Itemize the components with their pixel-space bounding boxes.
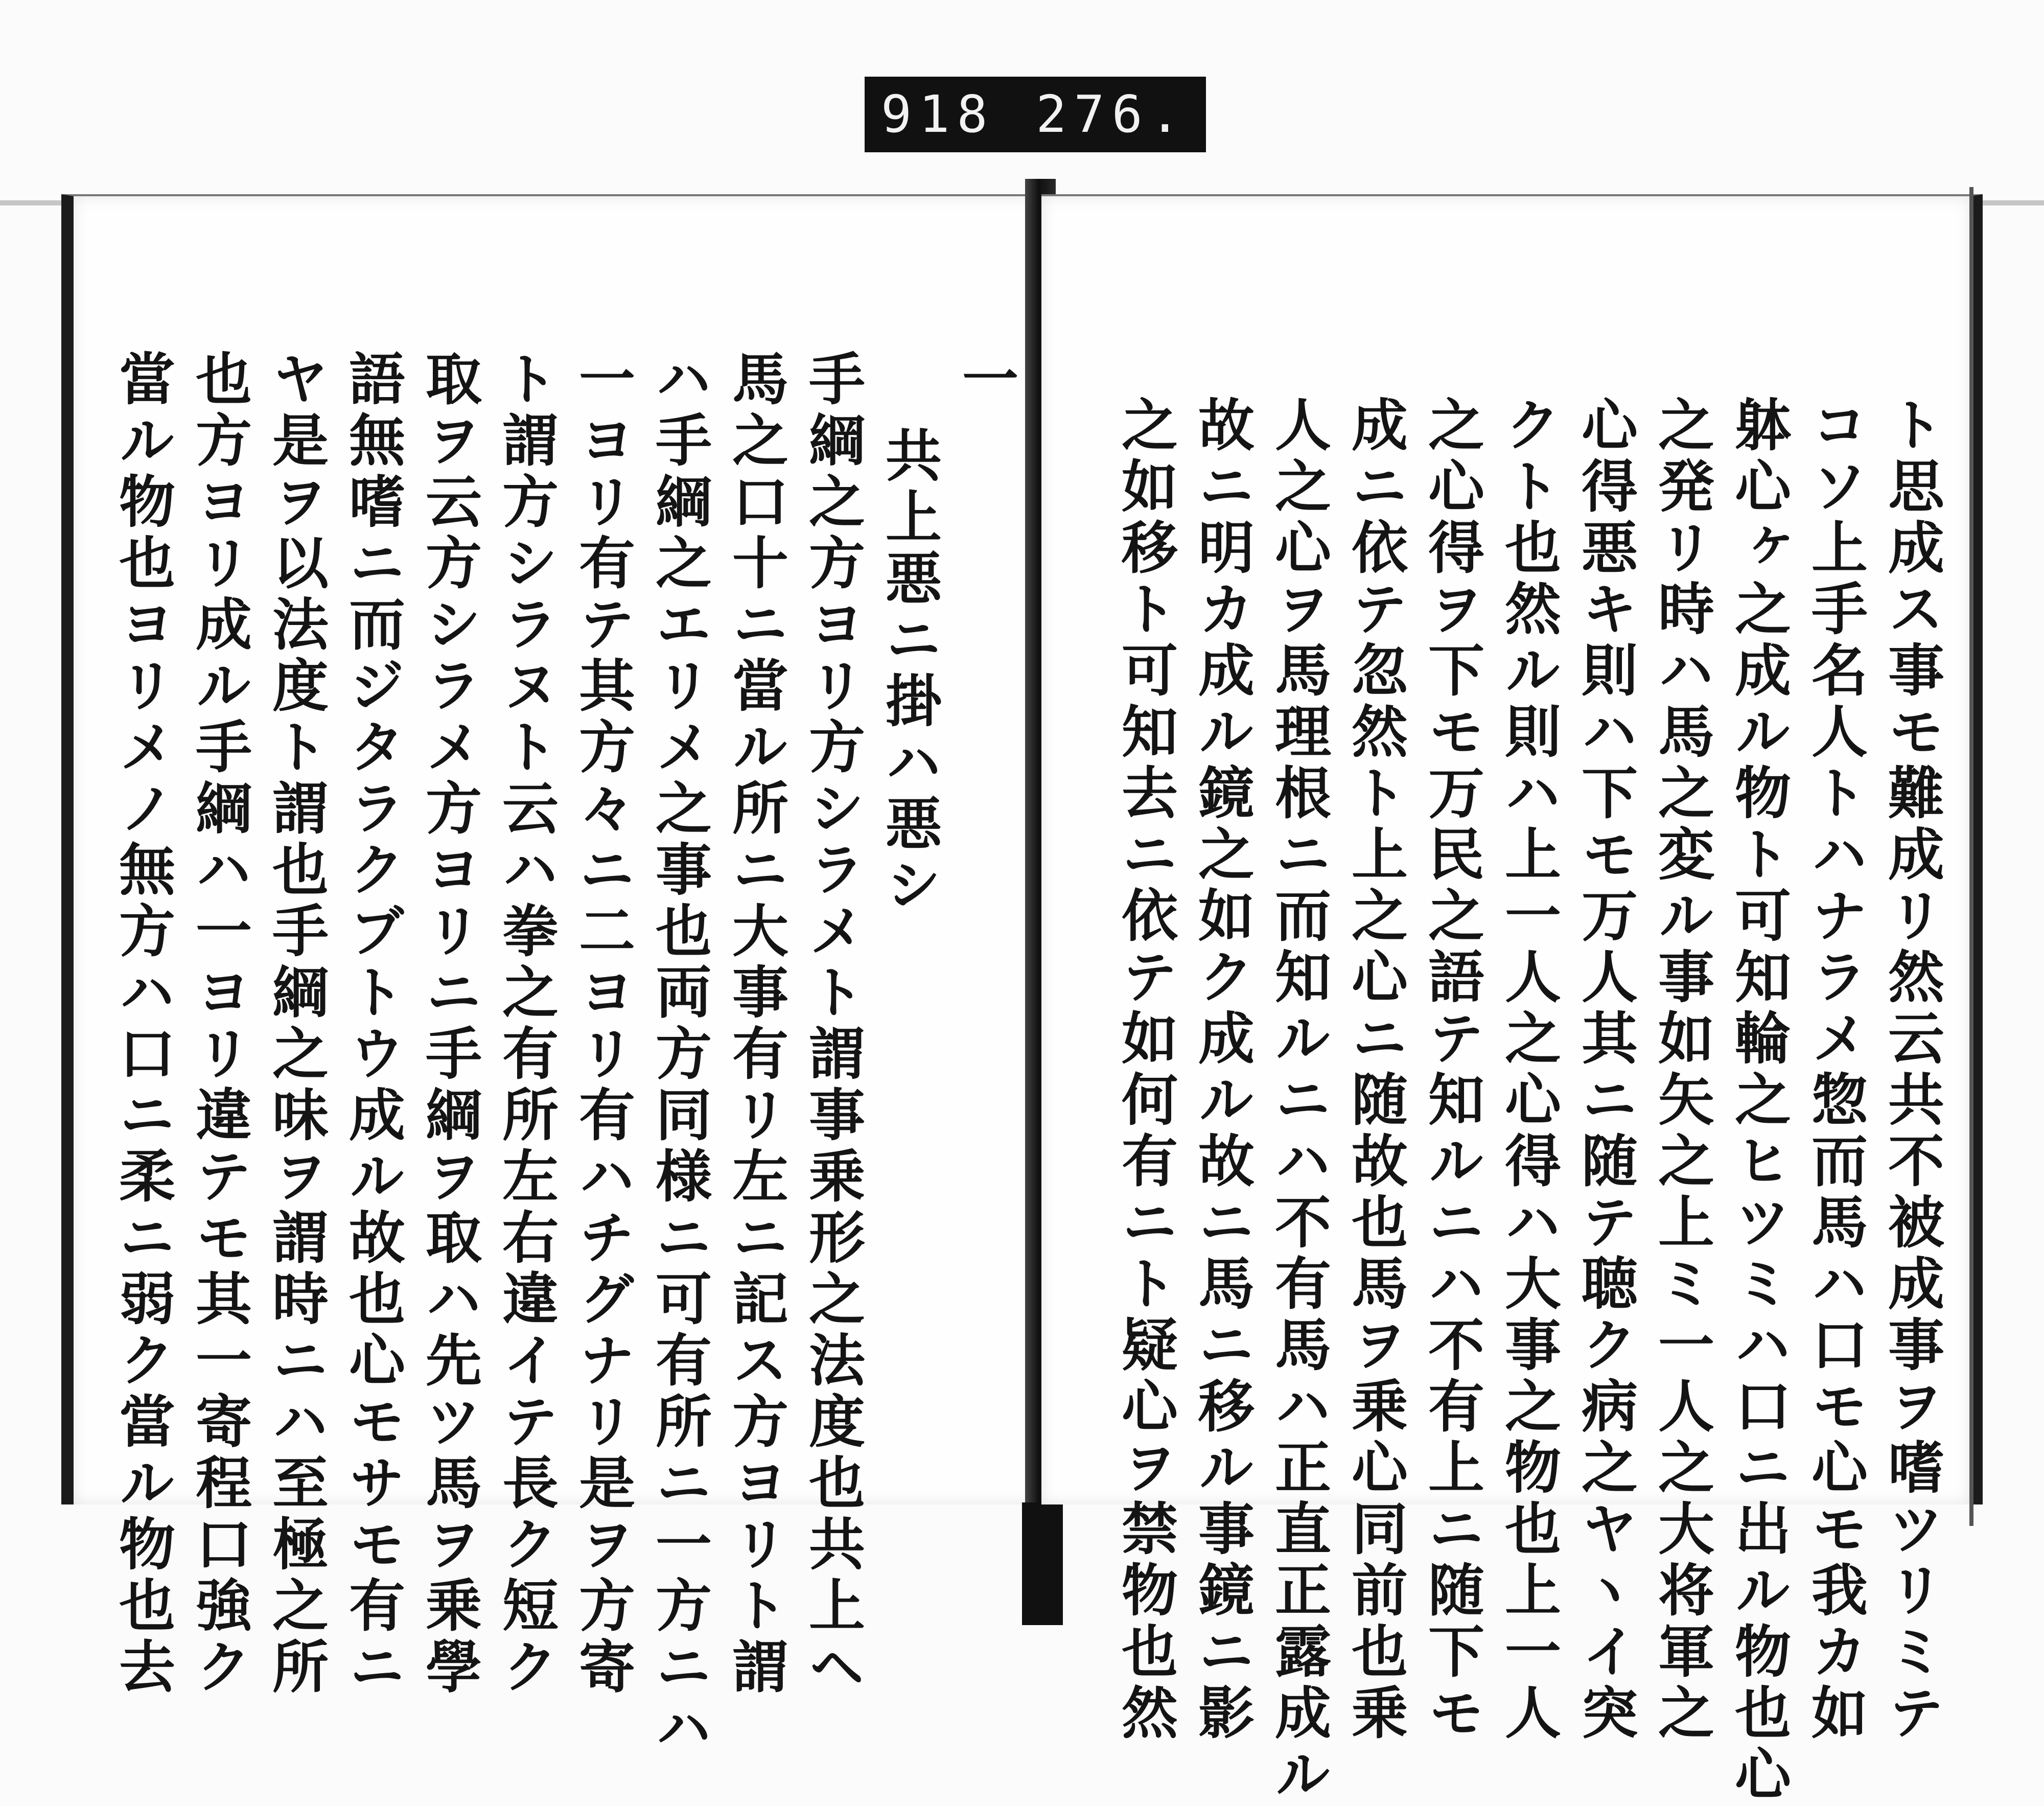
archive-label-right: 276. xyxy=(1036,84,1188,144)
text-line: クト也然ル則ハ上一人之心得ハ大事之物也上一人 xyxy=(1496,396,1562,1745)
text-line: 故ニ明カ成ル鏡之如ク成ル故ニ馬ニ移ル事鏡ニ影 xyxy=(1189,396,1255,1745)
page-edge xyxy=(1969,187,1973,1526)
text-line: 人之心ヲ馬理根ニ而知ルニハ不有馬ハ正直正露成ル xyxy=(1266,396,1332,1806)
left-page-text xyxy=(104,350,1024,1760)
right-page xyxy=(1041,194,1983,1806)
archive-label-left: 918 xyxy=(881,84,995,144)
text-line: 也方ヨリ成ル手綱ハ一ヨリ違テモ其一寄程口強ク xyxy=(187,350,252,1699)
open-book xyxy=(61,194,1983,1806)
text-line: 取ヲ云方シラメ方ヨリニ手綱ヲ取ハ先ツ馬ヲ乗學 xyxy=(416,350,482,1699)
text-line: 當ル物也ヨリメノ無方ハ口ニ柔ニ弱ク當ル物也去 xyxy=(110,350,176,1699)
text-line: 成ニ依テ忽然ト上之心ニ随故也馬ヲ乗心同前也乗 xyxy=(1342,396,1408,1745)
right-page-text xyxy=(1107,396,1950,1806)
text-line: 之心得ヲ下モ万民之語テ知ルニハ不有上ニ随下モ xyxy=(1419,396,1485,1745)
text-line: 之如移ト可知去ニ依テ如何有ニト疑心ヲ禁物也然 xyxy=(1112,396,1178,1745)
text-line: 手綱之方ヨリ方シラメト謂事乗形之法度也共上ヘ xyxy=(800,350,866,1699)
left-page xyxy=(61,194,1050,1760)
text-line: ヤ是ヲ以法度ト謂也手綱之味ヲ謂時ニハ至極之所 xyxy=(263,350,329,1699)
section-heading: 共上悪ニ掛ハ悪シ xyxy=(876,426,942,917)
book-spine-foot xyxy=(1022,1502,1063,1625)
text-line: 一ヨリ有テ其方々ニ二ヨリ有ハチグナリ是ヲ方寄 xyxy=(570,350,636,1699)
text-line: 語無嗜ニ而ジタラクブトウ成ル故也心モサモ有ニ xyxy=(340,350,406,1699)
text-line: ト思成ス事モ難成リ然云共不被成事ヲ嗜ツリミテ xyxy=(1879,396,1945,1745)
text-line: 心得悪キ則ハ下モ万人其ニ随テ聴ク病之ヤヽイ突 xyxy=(1572,396,1638,1745)
text-line: 馬之口十ニ當ル所ニ大事有リ左ニ記ス方ヨリト謂 xyxy=(723,350,789,1699)
text-line: 之発リ時ハ馬之変ル事如矢之上ミ一人之大将軍之 xyxy=(1649,396,1715,1745)
archive-label xyxy=(865,77,1206,152)
text-line: ハ手綱之エリメ之事也両方同様ニ可有所ニ一方ニハ xyxy=(646,350,712,1760)
text-line: 躰心ヶ之成ル物ト可知輪之ヒツミハ口ニ出ル物也心 xyxy=(1726,396,1792,1806)
text-line: コソ上手名人トハナラメ惣而馬ハ口モ心モ我カ如 xyxy=(1802,396,1868,1745)
item-mark: 一 xyxy=(953,350,1019,411)
text-line: ト謂方シラヌト云ハ拳之有所左右違イテ長ク短ク xyxy=(493,350,559,1699)
